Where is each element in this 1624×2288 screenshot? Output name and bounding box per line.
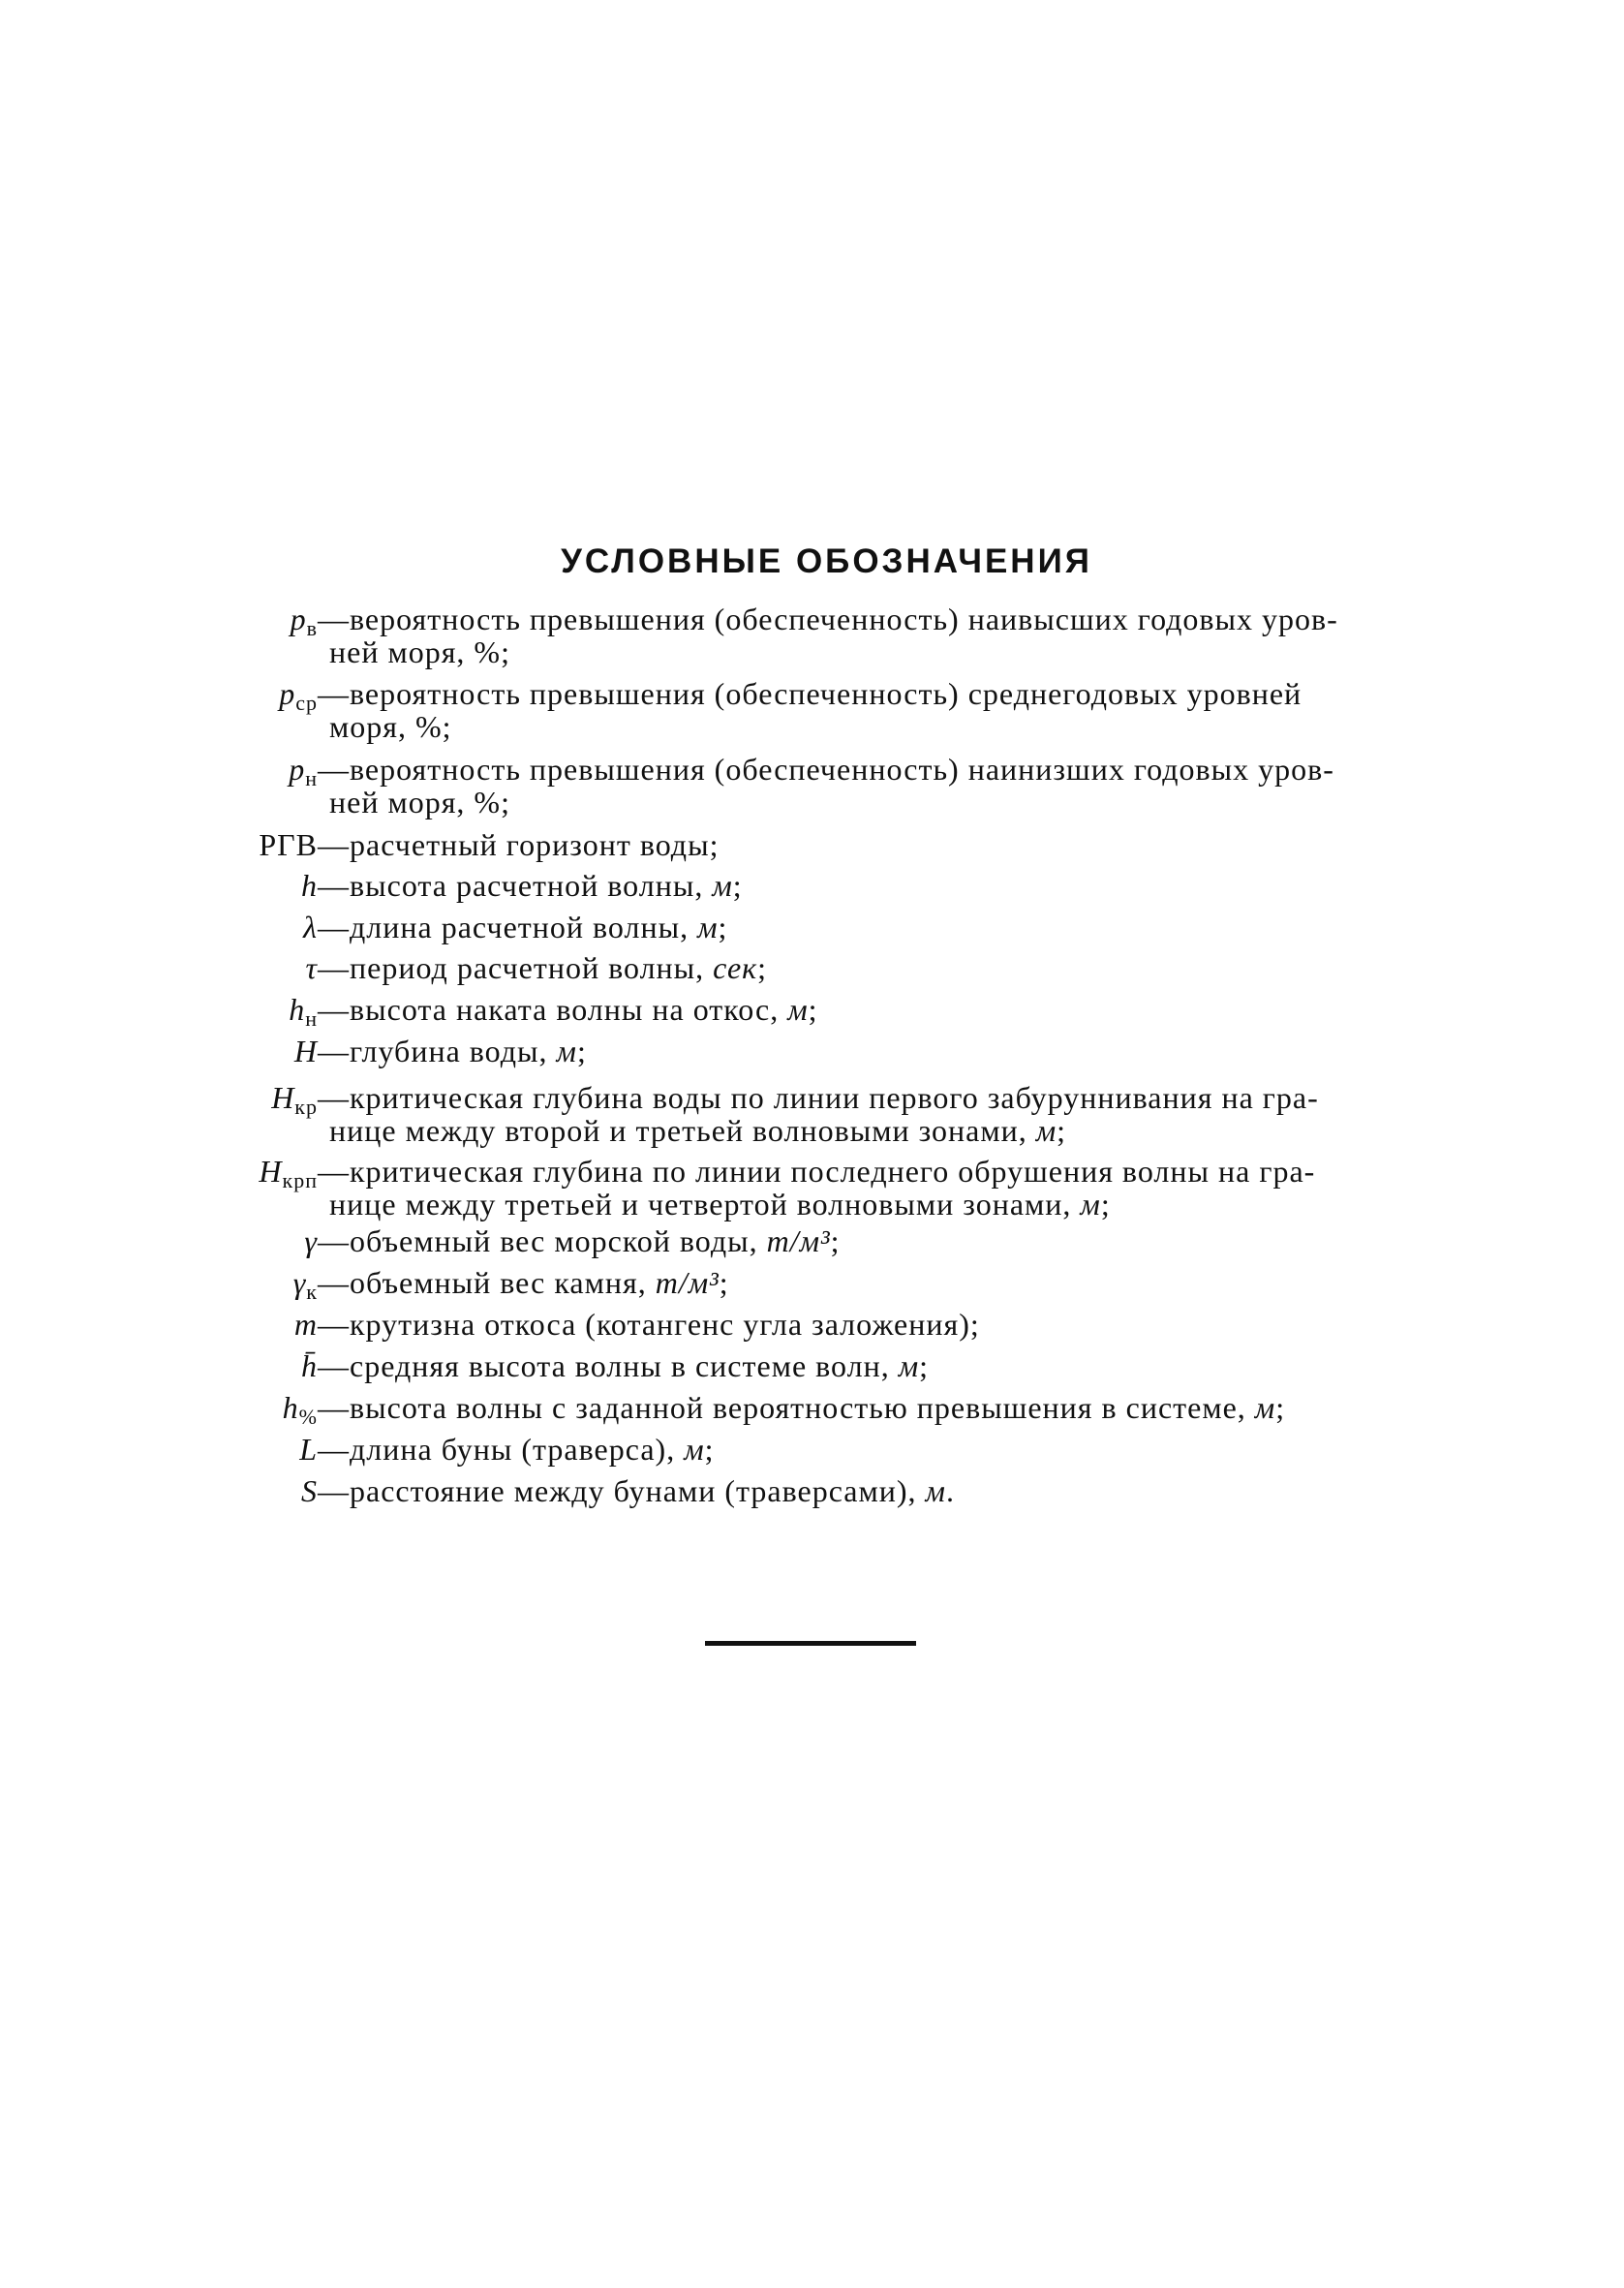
symbol-subscript: н [305,766,318,790]
definition-text: —вероятность превышения (обеспеченность) наивысших годовых уров- [318,602,1338,636]
definition-symbol: $p_н$ [289,752,318,790]
symbol-subscript: % [298,1405,318,1429]
definition-unit: т/м³ [655,1265,720,1300]
definition-symbol: $H_{крп}$ [259,1154,318,1192]
definition-unit: м [1254,1390,1276,1425]
definition-unit: м [925,1473,946,1508]
definition-unit: сек [713,950,758,985]
definition-text: —критическая глубина воды по линии первого забуруннивания на гра- [318,1080,1319,1115]
definition-symbol: λ [303,910,318,944]
symbol-subscript: к [306,1280,318,1304]
definition-text-continuation: ней моря, %; [329,785,510,819]
definition-text: —расчетный горизонт воды; [318,827,720,862]
definition-symbol: H [293,1034,318,1068]
definition-symbol: m [293,1307,318,1342]
definition-text: —высота наката волны на откос, м; [318,992,818,1027]
definition-unit: м [684,1432,705,1467]
definition-symbol: τ [305,950,318,985]
symbol-subscript: ср [295,691,318,715]
definition-symbol: РГВ [259,827,318,862]
definition-text: —период расчетной волны, сек; [318,950,768,985]
definition-text: —расстояние между бунами (траверсами), м. [318,1473,955,1508]
definition-unit: м [787,992,809,1027]
definition-unit: м [712,868,733,903]
definition-unit: м [556,1034,577,1068]
definition-text: —высота волны с заданной вероятностью превышения в системе, м; [318,1390,1286,1425]
definition-text: —объемный вес морской воды, т/м³; [318,1223,841,1258]
symbol-subscript: н [305,1006,318,1031]
definition-symbol: L [299,1432,318,1467]
definition-text: —вероятность превышения (обеспеченность) среднегодовых уровней [318,676,1302,711]
definition-symbol: $p_{ср}$ [279,676,318,715]
definition-symbol: $p_в$ [290,602,318,640]
definition-text-continuation: ней моря, %; [329,634,510,669]
definition-text: —крутизна откоса (котангенс угла заложения); [318,1307,980,1342]
definition-symbol: $h_{\%}$ [282,1390,318,1429]
closing-rule [705,1641,916,1646]
definition-unit: м [697,910,719,944]
definition-unit: м [898,1348,920,1383]
definition-symbol: $H_{кр}$ [271,1080,318,1119]
definition-text-continuation: моря, %; [329,709,452,744]
definition-symbol: h [301,868,318,903]
definition-symbol: h̄ [301,1348,318,1383]
definition-text: —длина буны (траверса), м; [318,1432,715,1467]
definition-text: —объемный вес камня, т/м³; [318,1265,729,1300]
symbol-subscript: кр [294,1095,318,1119]
page-title: УСЛОВНЫЕ ОБОЗНАЧЕНИЯ [561,542,1092,580]
definition-unit: м [1080,1187,1101,1221]
definition-text: —вероятность превышения (обеспеченность) наинизших годовых уров- [318,752,1334,787]
definition-text: —глубина воды, м; [318,1034,587,1068]
definition-text-continuation: нице между второй и третьей волновыми зонами, м; [329,1113,1067,1148]
symbol-subscript: крп [282,1168,318,1192]
definition-symbol: $\gamma_к$ [292,1265,318,1304]
definition-symbol: γ [304,1223,318,1258]
definition-text: —длина расчетной волны, м; [318,910,728,944]
definition-text: —критическая глубина по линии последнего обрушения волны на гра- [318,1154,1316,1189]
definition-text: —средняя высота волны в системе волн, м; [318,1348,930,1383]
definition-unit: т/м³ [766,1223,831,1258]
definition-unit: м [1035,1113,1057,1148]
definition-symbol: S [301,1473,318,1508]
definition-text: —высота расчетной волны, м; [318,868,743,903]
symbol-subscript: в [306,616,318,640]
definition-text-continuation: нице между третьей и четвертой волновыми зонами, м; [329,1187,1111,1221]
definition-symbol: $h_н$ [289,992,318,1031]
